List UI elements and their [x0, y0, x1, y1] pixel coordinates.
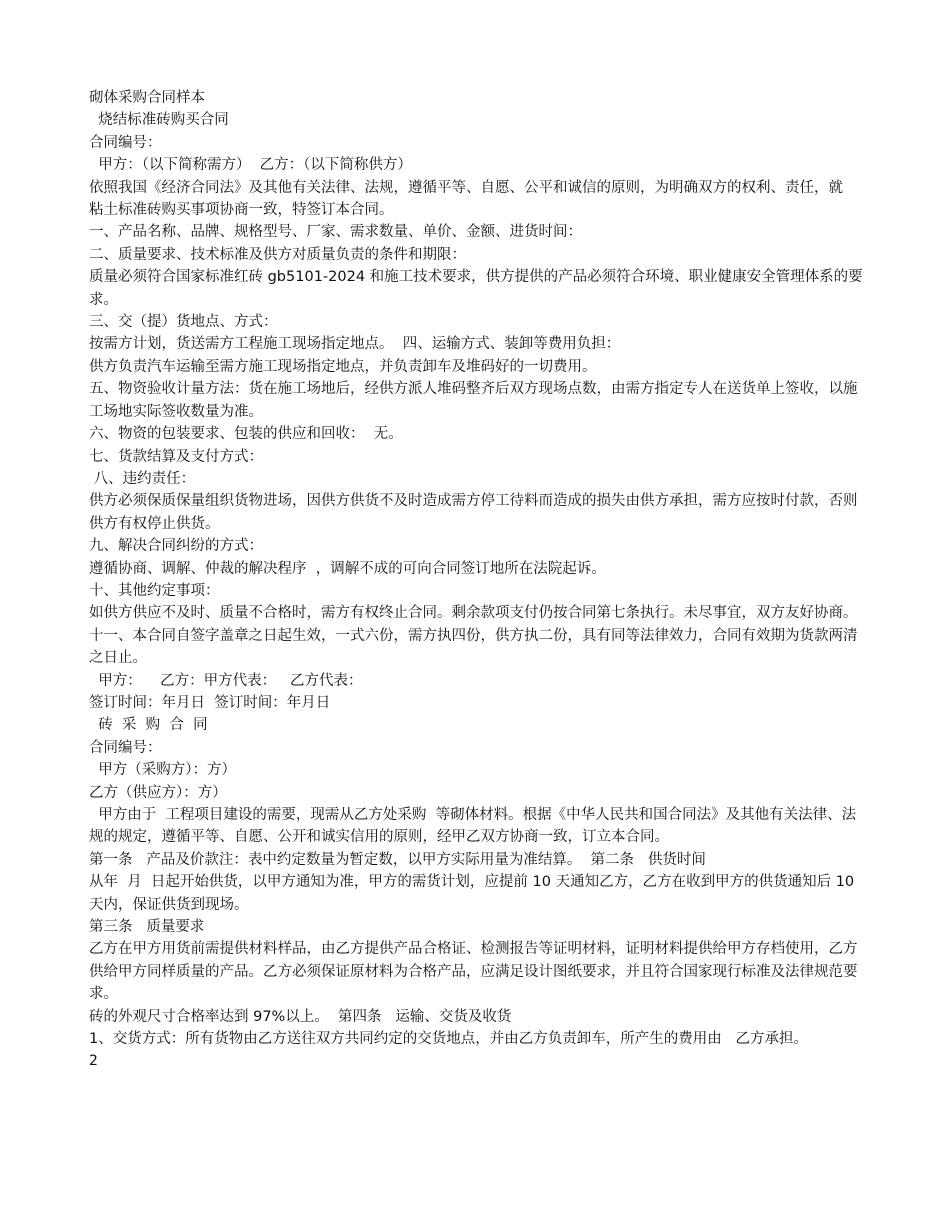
- delivery-method-paragraph: 1、交货方式：所有货物由乙方送往双方共同约定的交货地点，并由乙方负责卸车，所产生的费用由 乙方承担。: [89, 1031, 809, 1048]
- party-a-line: 甲方（采购方）：方）: [89, 762, 236, 779]
- transport-cost-line: 供方负责汽车运输至需方施工现场指定地点，并负责卸车及堆码好的一切费用。: [89, 358, 597, 375]
- clause-9-heading: 九、解决合同纠纷的方式：: [89, 538, 263, 555]
- clause-3-heading: 三、交（提）货地点、方式：: [89, 314, 278, 331]
- parties-line: 甲方：（以下简称需方） 乙方：（以下简称供方）: [89, 157, 412, 174]
- clause-11-paragraph: 十一、本合同自签字盖章之日起生效，一式六份，需方执四份，供方执二份，具有同等法律效力，合同有效期为货款两清之日止。: [89, 627, 858, 667]
- other-terms-paragraph: 如供方供应不及时、质量不合格时，需方有权终止合同。剩余款项支付仍按合同第七条执行。未尽事宜，双方友好协商。: [89, 605, 858, 622]
- signing-date-line: 签订时间：年月日 签订时间：年月日: [89, 694, 331, 711]
- clause-6-line: 六、物资的包装要求、包装的供应和回收： 无。: [89, 426, 403, 443]
- quality-paragraph: 质量必须符合国家标准红砖 gb5101-2024 和施工技术要求，供方提供的产品必须符合环境、职业健康安全管理体系的要求。: [89, 269, 863, 308]
- contract-title-1: 烧结标准砖购买合同: [89, 112, 229, 129]
- qualification-rate-line: 砖的外观尺寸合格率达到 97%以上。 第四条 运输、交货及收货: [89, 1008, 512, 1025]
- dispute-line: 遵循协商、调解、仲裁的解决程序 ，调解不成的可向合同签订地所在法院起诉。: [89, 560, 606, 577]
- delivery-location-line: 按需方计划，货送需方工程施工现场指定地点。 四、运输方式、装卸等费用负担：: [89, 336, 621, 353]
- contract-number-label: 合同编号：: [89, 134, 162, 151]
- preamble-paragraph: 依照我国《经济合同法》及其他有关法律、法规，遵循平等、自愿、公平和诚信的原则，为明确双方的权利、责任，就 粘土标准砖购买事项协商一致，特签订本合同。: [89, 179, 862, 219]
- clause-5-paragraph: 五、物资验收计量方法：货在施工场地后，经供方派人堆码整齐后双方现场点数，由需方指定专人在送货单上签收，以施工场地实际签收数量为准。: [89, 381, 858, 420]
- liability-paragraph: 供方必须保质保量组织货物进场，因供方供货不及时造成需方停工待料而造成的损失由供方承担，需方应按时付款，否则供方有权停止供货。: [89, 493, 858, 532]
- party-b-line: 乙方（供应方）：方）: [89, 784, 227, 801]
- supply-time-paragraph: 从年 月 日起开始供货，以甲方通知为准，甲方的需货计划，应提前 10 天通知乙方，乙方在收到甲方的供货通知后 10 天内，保证供货到现场。: [89, 874, 859, 913]
- clause-7-heading: 七、货款结算及支付方式：: [89, 448, 263, 465]
- purpose-paragraph: 甲方由于 工程项目建设的需要，现需从乙方处采购 等砌体材料。根据《中华人民共和国合同法》及其他有关法律、法规的规定，遵循平等、自愿、公开和诚实信用的原则，经甲乙双方协商一致，订立本合同。: [89, 807, 857, 846]
- article-1-2-line: 第一条 产品及价款注：表中约定数量为暂定数，以甲方实际用量为准结算。 第二条 供货时间: [89, 851, 706, 868]
- clause-10-heading: 十、其他约定事项：: [89, 582, 220, 599]
- clause-1-heading: 一、产品名称、品牌、规格型号、厂家、需求数量、单价、金额、进货时间：: [89, 224, 582, 241]
- quality-requirements-paragraph: 乙方在甲方用货前需提供材料样品，由乙方提供产品合格证、检测报告等证明材料，证明材料提供给甲方存档使用，乙方供给甲方同样质量的产品。乙方必须保证原材料为合格产品，应满足设计图纸要求，并且符合国家现行标准及法律规范要求。: [89, 941, 858, 1003]
- doc-title: 砌体采购合同样本: [89, 90, 205, 106]
- clause-8-heading: 八、违约责任：: [89, 470, 196, 487]
- signature-parties-line: 甲方： 乙方：甲方代表： 乙方代表：: [89, 672, 363, 689]
- article-3-heading: 第三条 质量要求: [89, 919, 205, 936]
- clause-2-heading: 二、质量要求、技术标准及供方对质量负责的条件和期限：: [89, 246, 466, 263]
- page-number: 2: [89, 1053, 98, 1070]
- document-page: [89, 87, 864, 1073]
- contract-number-label-2: 合同编号：: [89, 739, 162, 756]
- contract-title-2: 砖 采 购 合 同: [89, 717, 208, 734]
